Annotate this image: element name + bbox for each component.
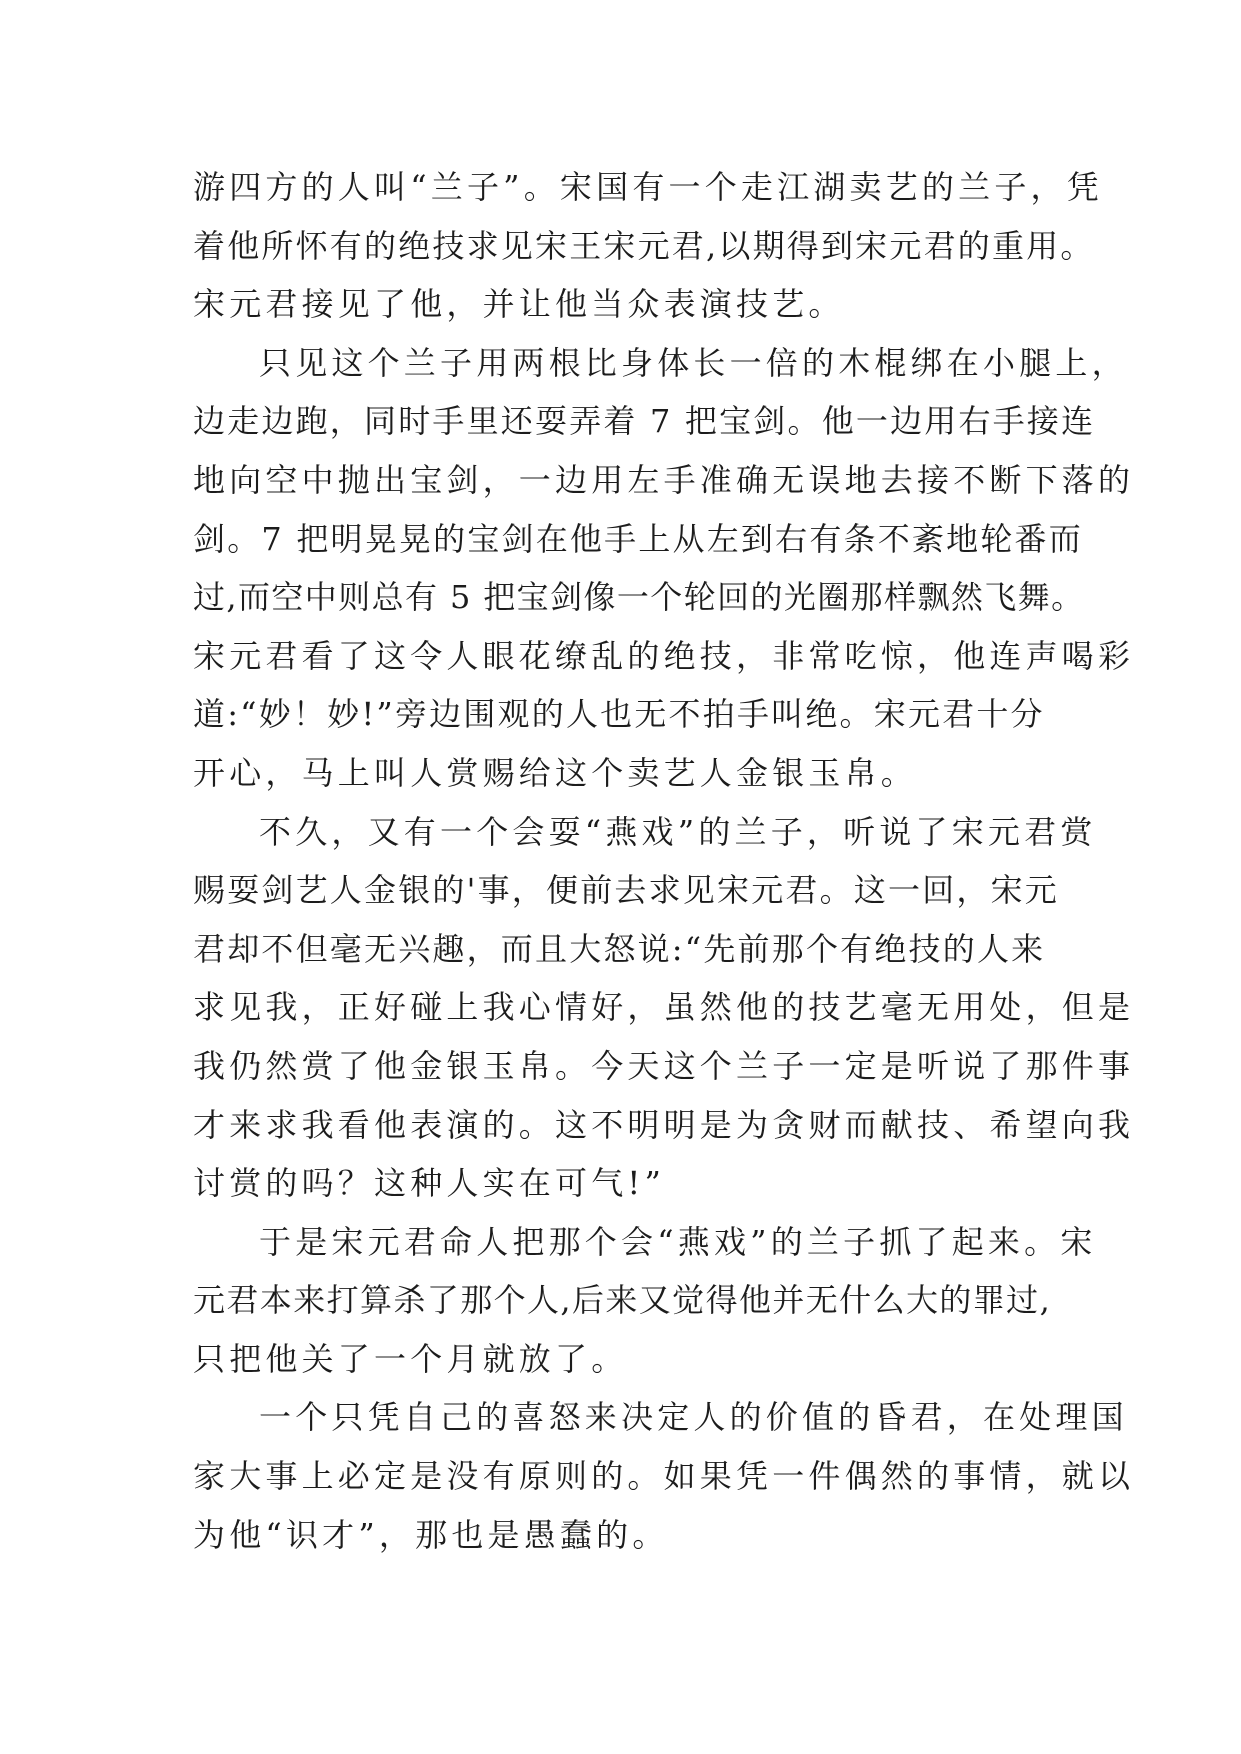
text-line: 剑。7 把明晃晃的宝剑在他手上从左到右有条不紊地轮番而 bbox=[193, 519, 1083, 558]
body-text bbox=[193, 158, 1135, 1564]
text-line: 为他“识才”，那也是愚蠢的。 bbox=[193, 1515, 669, 1554]
text-line: 宋元君接见了他，并让他当众表演技艺。 bbox=[193, 285, 845, 324]
text-line: 边走边跑，同时手里还耍弄着 7 把宝剑。他一边用右手接连 bbox=[193, 402, 1096, 441]
text-line: 道:“妙！妙!”旁边围观的人也无不拍手叫绝。宋元君十分 bbox=[193, 695, 1045, 734]
text-line: 赐耍剑艺人金银的'事，便前去求见宋元君。这一回，宋元 bbox=[193, 871, 1059, 910]
text-line: 求见我，正好碰上我心情好，虽然他的技艺毫无用处，但是 bbox=[193, 988, 1135, 1027]
text-line: 讨赏的吗？这种人实在可气!” bbox=[193, 1164, 666, 1203]
text-line: 开心，马上叫人赏赐给这个卖艺人金银玉帛。 bbox=[193, 753, 918, 792]
text-line: 着他所怀有的绝技求见宋王宋元君,以期得到宋元君的重用。 bbox=[193, 226, 1095, 265]
text-line: 游四方的人叫“兰子”。宋国有一个走江湖卖艺的兰子，凭 bbox=[193, 168, 1103, 206]
text-line: 宋元君看了这令人眼花缭乱的绝技，非常吃惊，他连声喝彩 bbox=[193, 636, 1135, 675]
paragraph-first-line: 不久，又有一个会耍“燕戏”的兰子，听说了宋元君赏 bbox=[259, 812, 1097, 851]
text-line: 我仍然赏了他金银玉帛。今天这个兰子一定是听说了那件事 bbox=[193, 1046, 1135, 1085]
text-line: 君却不但毫无兴趣，而且大怒说:“先前那个有绝技的人来 bbox=[193, 929, 1046, 968]
text-line: 元君本来打算杀了那个人,后来又觉得他并无什么大的罪过, bbox=[193, 1281, 1052, 1320]
paragraph-first-line: 一个只凭自己的喜怒来决定人的价值的昏君，在处理国 bbox=[259, 1398, 1128, 1437]
paragraph-first-line: 于是宋元君命人把那个会“燕戏”的兰子抓了起来。宋 bbox=[259, 1222, 1097, 1261]
text-line: 家大事上必定是没有原则的。如果凭一件偶然的事情，就以 bbox=[193, 1457, 1135, 1496]
paragraph-first-line: 只见这个兰子用两根比身体长一倍的木棍绑在小腿上， bbox=[259, 343, 1128, 382]
text-line: 只把他关了一个月就放了。 bbox=[193, 1339, 628, 1378]
text-line: 才来求我看他表演的。这不明明是为贪财而献技、希望向我 bbox=[193, 1105, 1135, 1144]
text-line: 地向空中抛出宝剑，一边用左手准确无误地去接不断下落的 bbox=[193, 460, 1135, 499]
text-line: 过,而空中则总有 5 把宝剑像一个轮回的光圈那样飘然飞舞。 bbox=[193, 578, 1085, 617]
